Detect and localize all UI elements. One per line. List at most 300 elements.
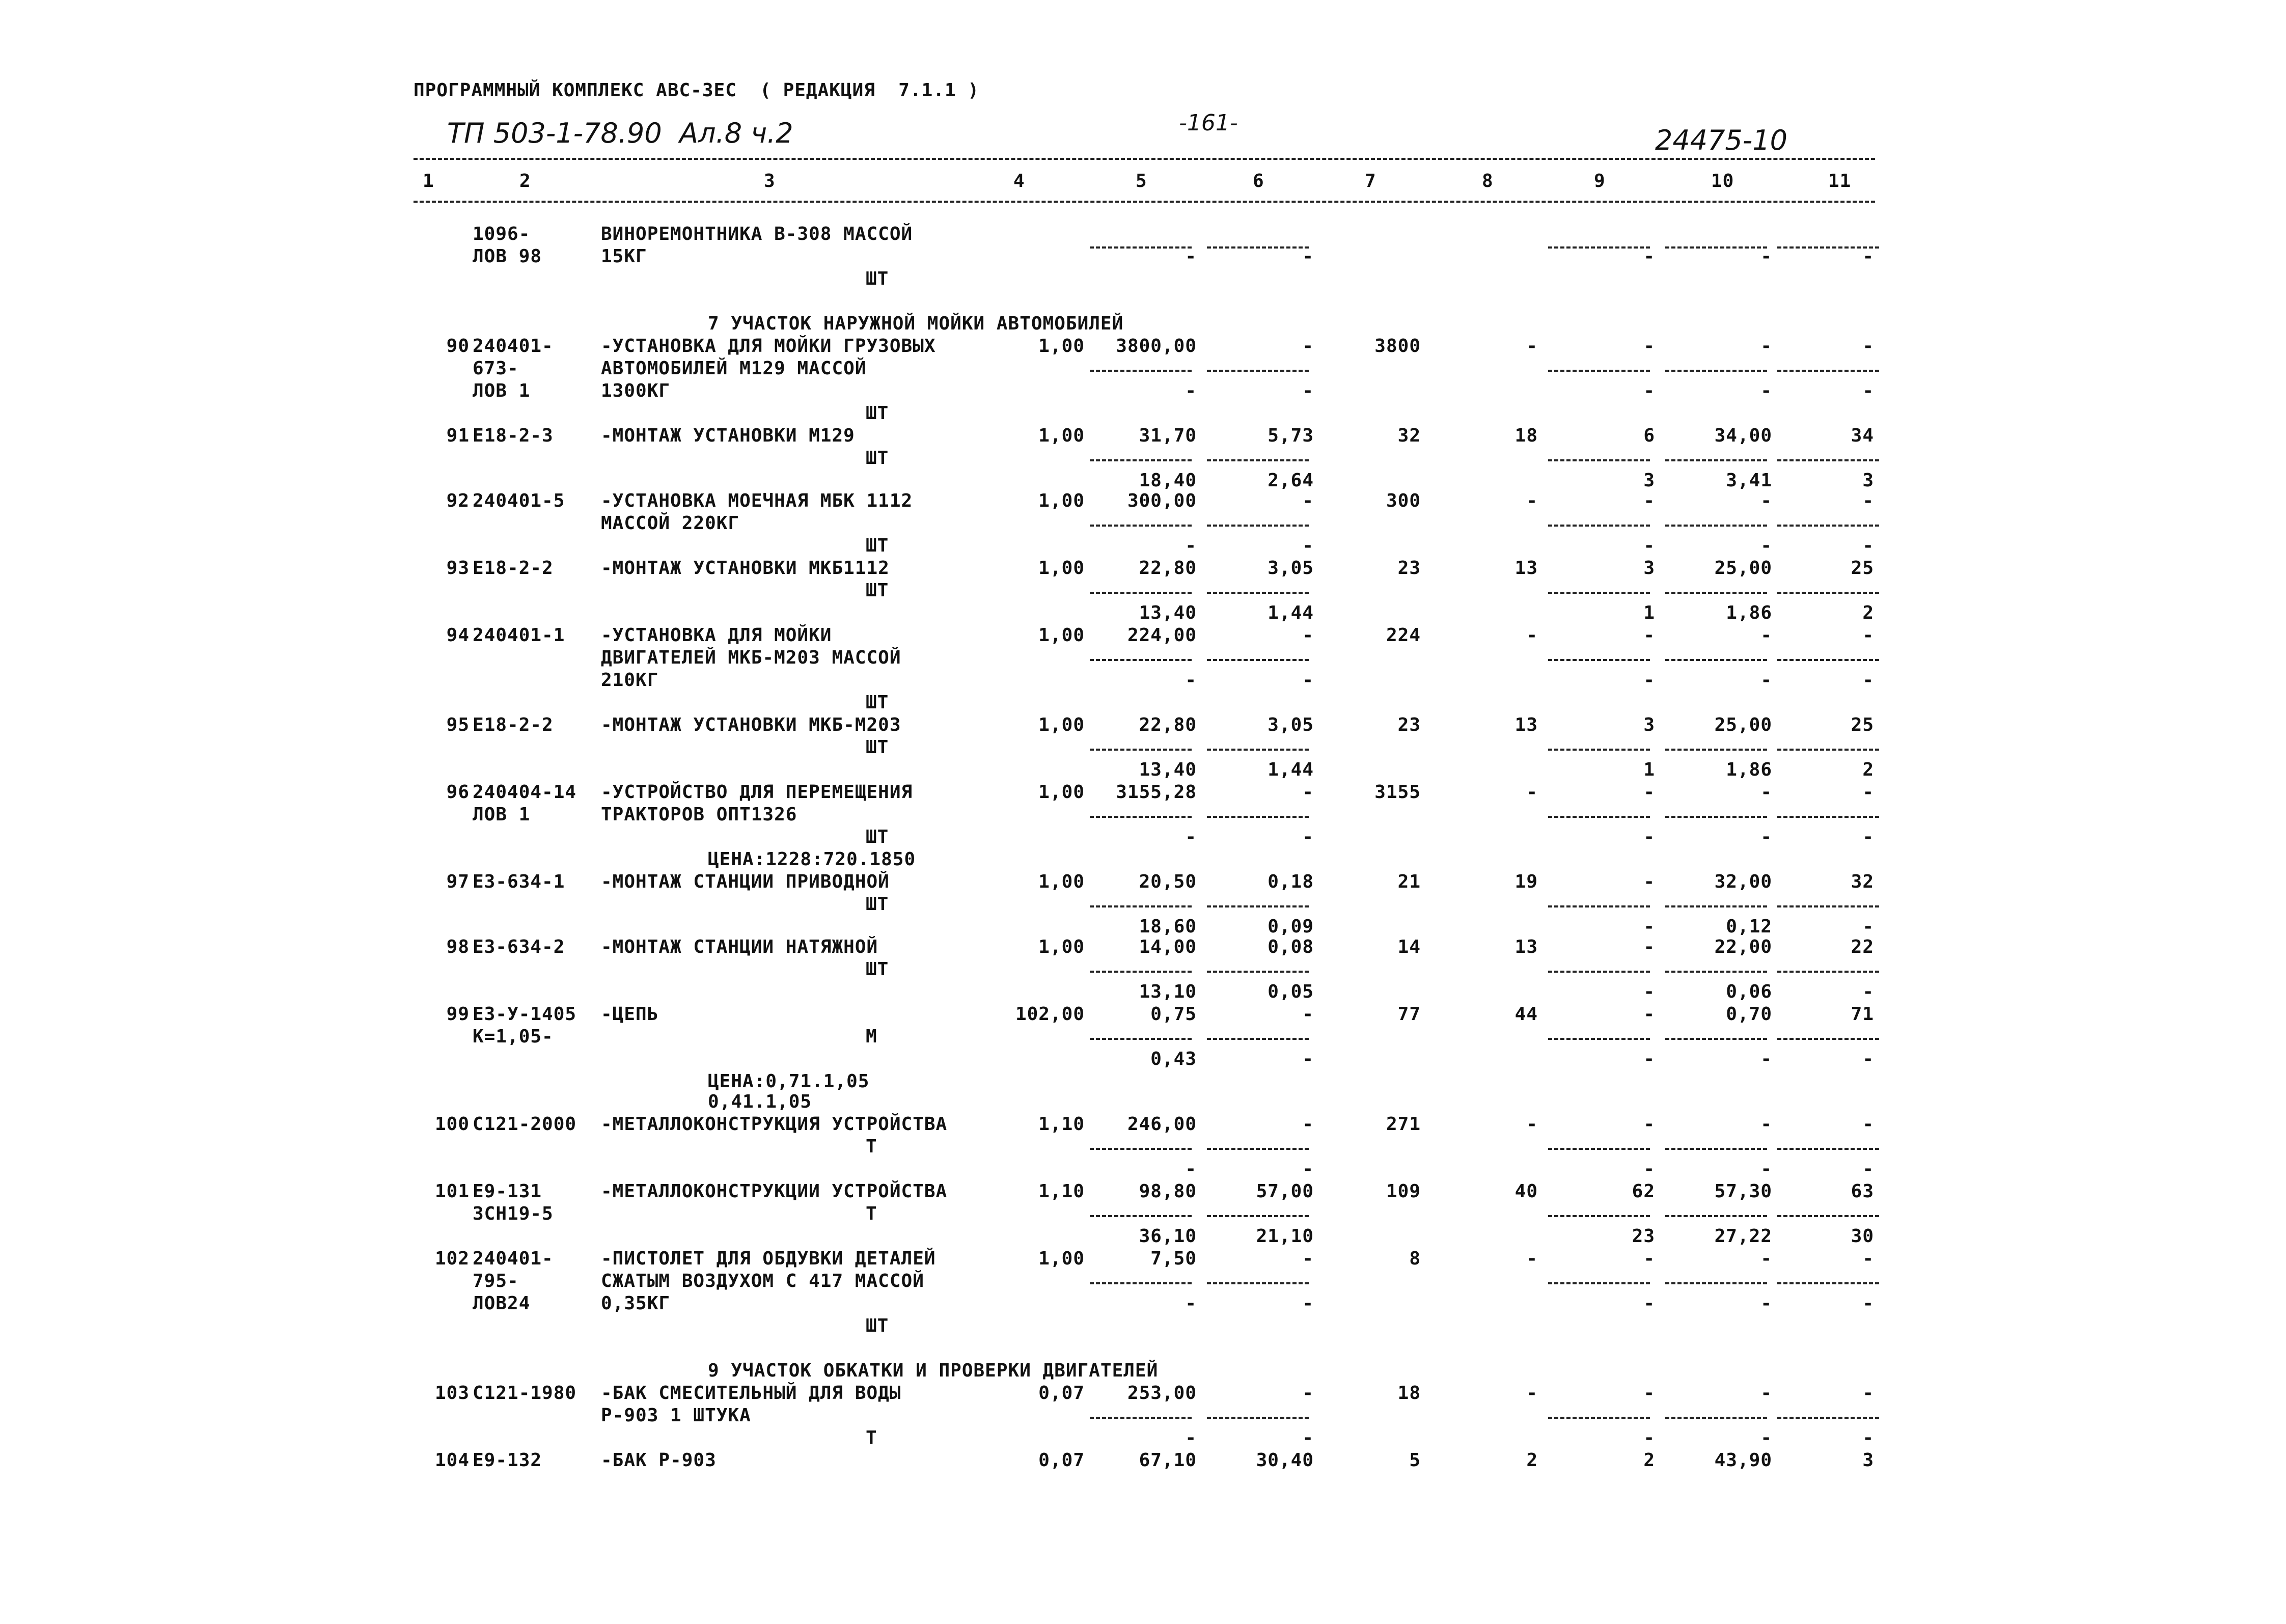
cell-col11: -: [1862, 1427, 1874, 1448]
cell-col2: Е18-2-2: [473, 714, 554, 735]
value-underline: [1665, 370, 1767, 372]
cell-col2: С121-2000: [473, 1114, 577, 1135]
value-underline: [1548, 1282, 1650, 1284]
cell-col5: 14,00: [1139, 937, 1197, 957]
cell-col9: 2: [1643, 1450, 1655, 1471]
cell-col11: -: [1862, 981, 1874, 1002]
cell-col11: -: [1862, 1293, 1874, 1314]
value-underline: [1665, 246, 1767, 249]
value-underline: [1665, 525, 1767, 527]
value-underline: [1207, 525, 1309, 527]
unit-label: ШТ: [866, 448, 889, 469]
cell-col11: 25: [1851, 714, 1874, 735]
cell-col10: 1,86: [1726, 602, 1772, 623]
column-header-6: 6: [1253, 171, 1264, 191]
cell-col8: 2: [1526, 1450, 1538, 1471]
cell-col7: 5: [1409, 1450, 1421, 1471]
value-underline: [1665, 1148, 1767, 1150]
cell-col2: 240401-5: [473, 490, 565, 511]
column-header-11: 11: [1828, 171, 1852, 191]
cell-col11: 25: [1851, 558, 1874, 579]
column-header-4: 4: [1013, 171, 1025, 191]
value-underline: [1207, 592, 1309, 594]
cell-col7: 23: [1397, 558, 1421, 579]
cell-col6: -: [1302, 336, 1314, 356]
value-underline: [1548, 592, 1650, 594]
cell-col5: 13,40: [1139, 602, 1197, 623]
value-underline: [1090, 905, 1192, 907]
value-underline: [1090, 1038, 1192, 1040]
cell-col11: 2: [1862, 602, 1874, 623]
column-header-3: 3: [764, 171, 776, 191]
cell-col8: 40: [1514, 1181, 1538, 1202]
cell-col9: 3: [1643, 470, 1655, 491]
cell-col1: 90: [446, 336, 470, 356]
unit-label: М: [866, 1026, 877, 1047]
cell-col10: 25,00: [1714, 714, 1772, 735]
cell-col6: 0,09: [1268, 916, 1314, 937]
value-underline: [1665, 659, 1767, 661]
cell-col6: 57,00: [1256, 1181, 1314, 1202]
cell-col5: 3155,28: [1116, 782, 1197, 803]
cell-col6: -: [1302, 1427, 1314, 1448]
cell-col2: 795-: [473, 1271, 519, 1291]
page-number: -161-: [1179, 110, 1238, 136]
cell-col9: -: [1643, 981, 1655, 1002]
cell-col1: 104: [434, 1450, 470, 1471]
cell-col11: -: [1862, 535, 1874, 556]
cell-col10: 3,41: [1726, 470, 1772, 491]
cell-col10: -: [1760, 1248, 1772, 1269]
unit-label: Т: [866, 1136, 877, 1157]
value-underline: [1665, 1215, 1767, 1217]
cell-col5: 18,40: [1139, 470, 1197, 491]
cell-col11: -: [1862, 380, 1874, 401]
cell-col5: 7,50: [1150, 1248, 1197, 1269]
value-underline: [1777, 1215, 1879, 1217]
program-header: ПРОГРАММНЫЙ КОМПЛЕКС АВС-ЗЕС ( РЕДАКЦИЯ 7.1.1 ): [414, 80, 980, 101]
cell-col11: 3: [1862, 470, 1874, 491]
cell-col6: 2,64: [1268, 470, 1314, 491]
value-underline: [1548, 246, 1650, 249]
cell-col10: -: [1760, 827, 1772, 847]
cell-col1: 94: [446, 625, 470, 646]
cell-col4: 1,00: [1038, 336, 1085, 356]
cell-col5: 18,60: [1139, 916, 1197, 937]
section-heading: ЦЕНА:1228:720.1850: [708, 849, 916, 870]
cell-col6: 30,40: [1256, 1450, 1314, 1471]
column-header-7: 7: [1365, 171, 1376, 191]
cell-col10: 22,00: [1714, 937, 1772, 957]
cell-col6: -: [1302, 490, 1314, 511]
cell-col6: 21,10: [1256, 1226, 1314, 1247]
value-underline: [1207, 816, 1309, 818]
cell-col6: -: [1302, 782, 1314, 803]
value-underline: [1777, 659, 1879, 661]
cell-col2: 240401-: [473, 1248, 554, 1269]
cell-col5: 22,80: [1139, 714, 1197, 735]
value-underline: [1090, 749, 1192, 751]
cell-col4: 0,07: [1038, 1383, 1085, 1403]
value-underline: [1777, 1282, 1879, 1284]
cell-col7: 18: [1397, 1383, 1421, 1403]
cell-col2: 240401-: [473, 336, 554, 356]
value-underline: [1207, 246, 1309, 249]
cell-col2: 240401-1: [473, 625, 565, 646]
cell-col10: -: [1760, 1383, 1772, 1403]
cell-col2: Е18-2-3: [473, 425, 554, 446]
cell-col10: -: [1760, 670, 1772, 691]
cell-col1: 91: [446, 425, 470, 446]
cell-col7: 14: [1397, 937, 1421, 957]
header-bottom-rule: [414, 201, 1875, 203]
cell-col5: 67,10: [1139, 1450, 1197, 1471]
cell-col2: Е9-131: [473, 1181, 542, 1202]
cell-col11: -: [1862, 916, 1874, 937]
cell-col7: 23: [1397, 714, 1421, 735]
cell-col5: -: [1185, 670, 1197, 691]
cell-col9: 1: [1643, 759, 1655, 780]
cell-col6: 0,05: [1268, 981, 1314, 1002]
cell-col3: -УСТАНОВКА ДЛЯ МОЙКИ: [601, 625, 832, 646]
unit-label: Т: [866, 1427, 877, 1448]
cell-col8: 13: [1514, 714, 1538, 735]
cell-col2: 240404-14: [473, 782, 577, 803]
cell-col4: 1,10: [1038, 1181, 1085, 1202]
cell-col5: 36,10: [1139, 1226, 1197, 1247]
cell-col7: 3155: [1374, 782, 1421, 803]
cell-col11: 2: [1862, 759, 1874, 780]
value-underline: [1665, 1417, 1767, 1419]
column-header-10: 10: [1711, 171, 1734, 191]
section-heading: ЦЕНА:0,71.1,05: [708, 1071, 870, 1092]
cell-col10: 34,00: [1714, 425, 1772, 446]
cell-col2: С121-1980: [473, 1383, 577, 1403]
cell-col9: -: [1643, 916, 1655, 937]
value-underline: [1090, 659, 1192, 661]
cell-col4: 1,00: [1038, 782, 1085, 803]
value-underline: [1090, 1215, 1192, 1217]
cell-col3: -МОНТАЖ СТАНЦИИ ПРИВОДНОЙ: [601, 871, 890, 892]
value-underline: [1090, 1148, 1192, 1150]
header-top-rule: [414, 158, 1875, 160]
cell-col4: 1,00: [1038, 1248, 1085, 1269]
cell-col11: 3: [1862, 1450, 1874, 1471]
cell-col9: -: [1643, 535, 1655, 556]
cell-col1: 100: [434, 1114, 470, 1135]
cell-col6: -: [1302, 380, 1314, 401]
cell-col10: -: [1760, 1427, 1772, 1448]
cell-col4: 1,00: [1038, 490, 1085, 511]
cell-col5: 253,00: [1127, 1383, 1197, 1403]
unit-label: ШТ: [866, 268, 889, 289]
cell-col3: -МЕТАЛЛОКОНСТРУКЦИИ УСТРОЙСТВА: [601, 1181, 948, 1202]
cell-col10: 25,00: [1714, 558, 1772, 579]
value-underline: [1207, 971, 1309, 973]
cell-col1: 103: [434, 1383, 470, 1403]
value-underline: [1777, 1417, 1879, 1419]
value-underline: [1090, 246, 1192, 249]
value-underline: [1548, 749, 1650, 751]
cell-col11: -: [1862, 490, 1874, 511]
cell-col11: -: [1862, 1383, 1874, 1403]
cell-col6: -: [1302, 1159, 1314, 1179]
value-underline: [1548, 459, 1650, 461]
value-underline: [1548, 816, 1650, 818]
cell-col5: 13,40: [1139, 759, 1197, 780]
value-underline: [1777, 1038, 1879, 1040]
value-underline: [1090, 971, 1192, 973]
cell-col4: 0,07: [1038, 1450, 1085, 1471]
cell-col10: -: [1760, 535, 1772, 556]
cell-col11: 63: [1851, 1181, 1874, 1202]
cell-col4: 1,00: [1038, 714, 1085, 735]
cell-col1: 93: [446, 558, 470, 579]
cell-col5: 31,70: [1139, 425, 1197, 446]
cell-col2: ЛОВ 98: [473, 246, 542, 267]
cell-col3: -УСТАНОВКА МОЕЧНАЯ МБК 1112: [601, 490, 913, 511]
cell-col9: 23: [1632, 1226, 1655, 1247]
cell-col5: -: [1185, 1427, 1197, 1448]
value-underline: [1090, 459, 1192, 461]
cell-col11: -: [1862, 1248, 1874, 1269]
value-underline: [1777, 905, 1879, 907]
value-underline: [1777, 749, 1879, 751]
cell-col2: Е9-132: [473, 1450, 542, 1471]
value-underline: [1665, 816, 1767, 818]
document-code: 24475-10: [1655, 124, 1787, 156]
cell-col3: -УСТАНОВКА ДЛЯ МОЙКИ ГРУЗОВЫХ: [601, 336, 936, 356]
cell-col11: 32: [1851, 871, 1874, 892]
cell-col7: 300: [1386, 490, 1421, 511]
cell-col6: 3,05: [1268, 714, 1314, 735]
cell-col4: 102,00: [1015, 1004, 1085, 1025]
cell-col10: 0,06: [1726, 981, 1772, 1002]
cell-col3: Р-903 1 ШТУКА: [601, 1405, 751, 1426]
cell-col4: 1,00: [1038, 937, 1085, 957]
cell-col3: 210КГ: [601, 670, 659, 691]
cell-col9: -: [1643, 1293, 1655, 1314]
cell-col6: -: [1302, 246, 1314, 267]
cell-col6: -: [1302, 670, 1314, 691]
cell-col6: -: [1302, 1293, 1314, 1314]
cell-col10: 27,22: [1714, 1226, 1772, 1247]
section-heading: 9 УЧАСТОК ОБКАТКИ И ПРОВЕРКИ ДВИГАТЕЛЕЙ: [708, 1360, 1159, 1381]
value-underline: [1207, 1148, 1309, 1150]
cell-col11: -: [1862, 625, 1874, 646]
value-underline: [1665, 971, 1767, 973]
cell-col7: 224: [1386, 625, 1421, 646]
cell-col2: 1096-: [473, 224, 531, 244]
value-underline: [1777, 971, 1879, 973]
column-header-9: 9: [1594, 171, 1606, 191]
cell-col10: -: [1760, 1114, 1772, 1135]
cell-col6: 3,05: [1268, 558, 1314, 579]
value-underline: [1207, 659, 1309, 661]
cell-col5: 20,50: [1139, 871, 1197, 892]
cell-col9: -: [1643, 782, 1655, 803]
cell-col8: -: [1526, 1248, 1538, 1269]
cell-col2: Е3-У-1405: [473, 1004, 577, 1025]
cell-col5: 0,75: [1150, 1004, 1197, 1025]
value-underline: [1207, 749, 1309, 751]
cell-col2: ЛОВ24: [473, 1293, 531, 1314]
cell-col2: 673-: [473, 358, 519, 379]
cell-col5: 98,80: [1139, 1181, 1197, 1202]
cell-col9: 62: [1632, 1181, 1655, 1202]
cell-col6: 5,73: [1268, 425, 1314, 446]
value-underline: [1548, 525, 1650, 527]
value-underline: [1777, 370, 1879, 372]
value-underline: [1548, 1038, 1650, 1040]
value-underline: [1090, 525, 1192, 527]
cell-col1: 99: [446, 1004, 470, 1025]
cell-col3: -МОНТАЖ УСТАНОВКИ МКБ-М203: [601, 714, 901, 735]
cell-col3: ТРАКТОРОВ ОПТ1326: [601, 804, 797, 825]
cell-col5: 22,80: [1139, 558, 1197, 579]
value-underline: [1665, 749, 1767, 751]
cell-col1: 101: [434, 1181, 470, 1202]
cell-col3: -МОНТАЖ УСТАНОВКИ МКБ1112: [601, 558, 890, 579]
value-underline: [1548, 1417, 1650, 1419]
cell-col9: 3: [1643, 558, 1655, 579]
cell-col5: -: [1185, 1159, 1197, 1179]
cell-col11: -: [1862, 1114, 1874, 1135]
value-underline: [1090, 592, 1192, 594]
value-underline: [1207, 459, 1309, 461]
cell-col5: -: [1185, 535, 1197, 556]
cell-col2: Е3-634-2: [473, 937, 565, 957]
cell-col1: 95: [446, 714, 470, 735]
unit-label: ШТ: [866, 894, 889, 915]
cell-col6: -: [1302, 535, 1314, 556]
cell-col9: -: [1643, 1004, 1655, 1025]
cell-col8: -: [1526, 1383, 1538, 1403]
cell-col9: 3: [1643, 714, 1655, 735]
cell-col2: Е18-2-2: [473, 558, 554, 579]
cell-col5: 300,00: [1127, 490, 1197, 511]
value-underline: [1207, 1417, 1309, 1419]
cell-col6: 1,44: [1268, 759, 1314, 780]
value-underline: [1090, 370, 1192, 372]
cell-col3: АВТОМОБИЛЕЙ М129 МАССОЙ: [601, 358, 867, 379]
cell-col3: СЖАТЫМ ВОЗДУХОМ С 417 МАССОЙ: [601, 1271, 924, 1291]
cell-col7: 8: [1409, 1248, 1421, 1269]
cell-col6: -: [1302, 1049, 1314, 1069]
cell-col7: 32: [1397, 425, 1421, 446]
cell-col10: 1,86: [1726, 759, 1772, 780]
cell-col10: -: [1760, 246, 1772, 267]
cell-col10: 57,30: [1714, 1181, 1772, 1202]
cell-col4: 1,10: [1038, 1114, 1085, 1135]
cell-col1: 102: [434, 1248, 470, 1269]
cell-col10: -: [1760, 782, 1772, 803]
value-underline: [1665, 459, 1767, 461]
cell-col3: -БАК Р-903: [601, 1450, 717, 1471]
unit-label: ШТ: [866, 1315, 889, 1336]
doc-reference: ТП 503-1-78.90 Ал.8 ч.2: [447, 117, 793, 149]
value-underline: [1548, 1148, 1650, 1150]
column-header-1: 1: [423, 171, 434, 191]
cell-col3: -УСТРОЙСТВО ДЛЯ ПЕРЕМЕЩЕНИЯ: [601, 782, 913, 803]
cell-col9: -: [1643, 670, 1655, 691]
cell-col10: -: [1760, 380, 1772, 401]
cell-col11: 22: [1851, 937, 1874, 957]
cell-col11: -: [1862, 827, 1874, 847]
cell-col9: -: [1643, 1114, 1655, 1135]
cell-col10: 43,90: [1714, 1450, 1772, 1471]
cell-col3: 15КГ: [601, 246, 647, 267]
cell-col4: 1,00: [1038, 558, 1085, 579]
cell-col5: 13,10: [1139, 981, 1197, 1002]
cell-col11: -: [1862, 670, 1874, 691]
cell-col7: 21: [1397, 871, 1421, 892]
value-underline: [1665, 1282, 1767, 1284]
cell-col3: МАССОЙ 220КГ: [601, 513, 740, 534]
cell-col3: -МОНТАЖ УСТАНОВКИ М129: [601, 425, 855, 446]
unit-label: ШТ: [866, 959, 889, 980]
cell-col2: К=1,05-: [473, 1026, 554, 1047]
cell-col7: 3800: [1374, 336, 1421, 356]
cell-col9: -: [1643, 1049, 1655, 1069]
cell-col11: -: [1862, 782, 1874, 803]
cell-col8: 13: [1514, 558, 1538, 579]
cell-col10: -: [1760, 1159, 1772, 1179]
cell-col5: 3800,00: [1116, 336, 1197, 356]
cell-col4: 1,00: [1038, 625, 1085, 646]
cell-col5: 246,00: [1127, 1114, 1197, 1135]
cell-col8: 18: [1514, 425, 1538, 446]
cell-col3: 0,35КГ: [601, 1293, 671, 1314]
value-underline: [1548, 905, 1650, 907]
cell-col10: -: [1760, 1049, 1772, 1069]
cell-col9: -: [1643, 246, 1655, 267]
cell-col6: -: [1302, 1004, 1314, 1025]
cell-col9: -: [1643, 336, 1655, 356]
column-header-2: 2: [519, 171, 531, 191]
cell-col5: -: [1185, 246, 1197, 267]
value-underline: [1207, 905, 1309, 907]
cell-col3: ВИНОРЕМОНТНИКА В-308 МАССОЙ: [601, 224, 913, 244]
cell-col11: -: [1862, 336, 1874, 356]
cell-col6: -: [1302, 625, 1314, 646]
unit-label: ШТ: [866, 692, 889, 713]
cell-col11: -: [1862, 1049, 1874, 1069]
cell-col11: -: [1862, 246, 1874, 267]
cell-col7: 77: [1397, 1004, 1421, 1025]
cell-col9: -: [1643, 380, 1655, 401]
cell-col6: -: [1302, 1248, 1314, 1269]
unit-label: ШТ: [866, 535, 889, 556]
cell-col10: 32,00: [1714, 871, 1772, 892]
value-underline: [1090, 1282, 1192, 1284]
section-heading: 0,41.1,05: [708, 1091, 812, 1112]
cell-col2: Е3-634-1: [473, 871, 565, 892]
cell-col8: -: [1526, 336, 1538, 356]
cell-col3: -МОНТАЖ СТАНЦИИ НАТЯЖНОЙ: [601, 937, 878, 957]
cell-col9: -: [1643, 1383, 1655, 1403]
value-underline: [1777, 816, 1879, 818]
cell-col3: -ЦЕПЬ: [601, 1004, 659, 1025]
cell-col5: -: [1185, 1293, 1197, 1314]
value-underline: [1777, 459, 1879, 461]
cell-col1: 97: [446, 871, 470, 892]
cell-col2: ЛОВ 1: [473, 804, 531, 825]
value-underline: [1665, 905, 1767, 907]
column-header-8: 8: [1482, 171, 1494, 191]
value-underline: [1777, 592, 1879, 594]
cell-col3: -ПИСТОЛЕТ ДЛЯ ОБДУВКИ ДЕТАЛЕЙ: [601, 1248, 936, 1269]
